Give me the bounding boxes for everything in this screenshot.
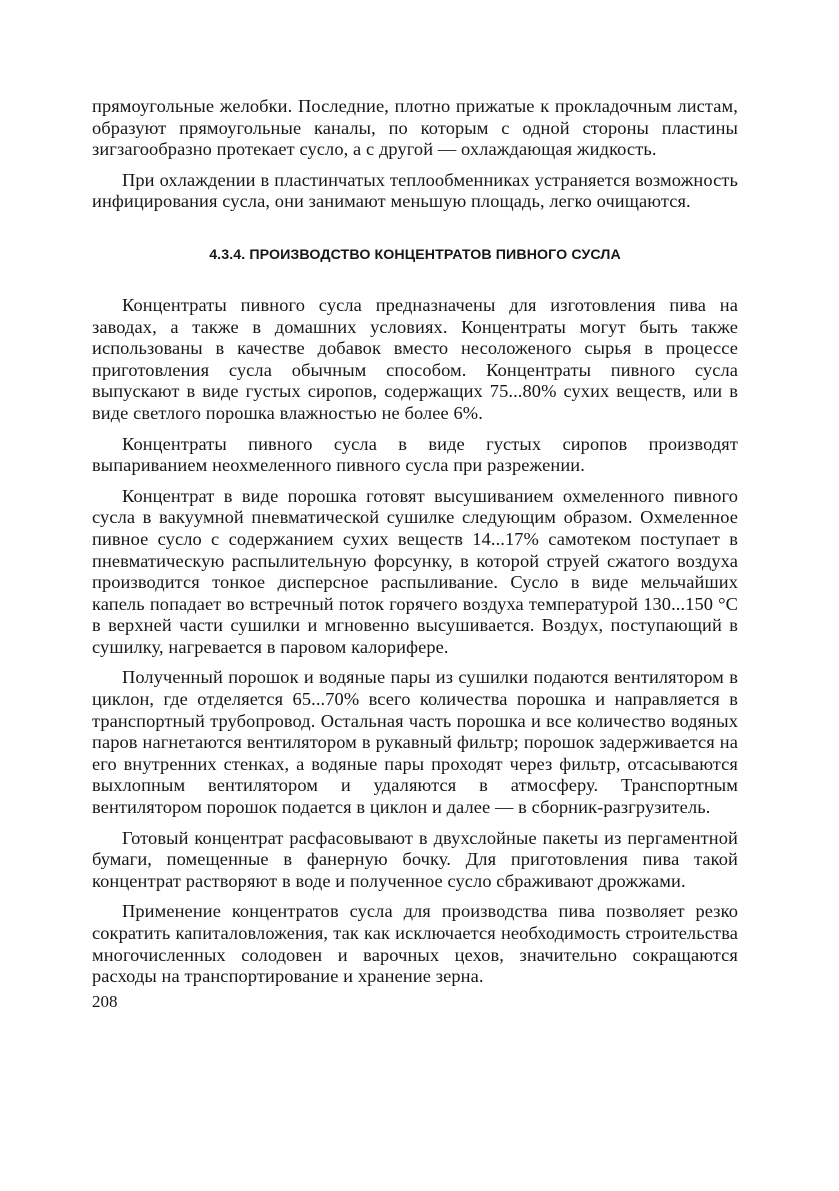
section-heading: 4.3.4. ПРОИЗВОДСТВО КОНЦЕНТРАТОВ ПИВНОГО СУСЛА [209, 246, 621, 263]
document-page [92, 96, 738, 1012]
paragraph-continued: прямоугольные желобки. Последние, плотно прижатые к прокладочным листам, образуют прямоугольные каналы, по которым с одной стороны пластины зигзагообразно протекает сусло, а с другой — охлаждающая жидкость. [92, 96, 738, 160]
paragraph-syrups: Концентраты пивного сусла в виде густых сиропов производят выпариванием неохмеленного пивного сусла при разрежении. [92, 433, 738, 476]
page-number: 208 [92, 991, 118, 1011]
paragraph-application: Применение концентратов сусла для производства пива позволяет резко сократить капиталовложения, так как исключается необходимость строительства многочисленных солодовен и варочных цехов, значительно сокращаются расходы на транспортирование и хранение зерна. [92, 901, 738, 987]
paragraph-packaging: Готовый концентрат расфасовывают в двухслойные пакеты из пергаментной бумаги, помещенные в фанерную бочку. Для приготовления пива такой концентрат растворяют в воде и полученное сусло сбраживают дрожжами. [92, 827, 738, 891]
paragraph-concentrates-intro: Концентраты пивного сусла предназначены для изготовления пива на заводах, а также в домашних условиях. Концентраты могут быть также использованы в качестве добавок вместо несоложеного сырья в процессе приготовления сусла обычным способом. Концентраты пивного сусла выпускают в виде густых сиропов, содержащих 75...80% сухих веществ, или в виде светлого порошка влажностью не более 6%. [92, 294, 738, 423]
paragraph-cyclone: Полученный порошок и водяные пары из сушилки подаются вентилятором в циклон, где отделяется 65...70% всего количества порошка и направляется в транспортный трубопровод. Остальная часть порошка и все количество водяных паров нагнетаются вентилятором в рукавный фильтр; порошок задерживается на его внутренних стенках, а водяные пары проходят через фильтр, отсасываются выхлопным вентилятором и удаляются в атмосферу. Транспортным вентилятором порошок подается в циклон и далее — в сборник-разгрузитель. [92, 667, 738, 818]
paragraph-cooling: При охлаждении в пластинчатых теплообменниках устраняется возможность инфицирования сусла, они занимают меньшую площадь, легко очищаются. [92, 169, 738, 212]
paragraph-powder-drying: Концентрат в виде порошка готовят высушиванием охмеленного пивного сусла в вакуумной пневматической сушилке следующим образом. Охмеленное пивное сусло с содержанием сухих веществ 14...17% самотеком поступает в пневматическую распылительную форсунку, в которой струей сжатого воздуха производится тонкое дисперсное распыливание. Сусло в виде мельчайших капель попадает во встречный поток горячего воздуха температурой 130...150 °С в верхней части сушилки и мгновенно высушивается. Воздух, поступающий в сушилку, нагревается в паровом калорифере. [92, 485, 738, 657]
